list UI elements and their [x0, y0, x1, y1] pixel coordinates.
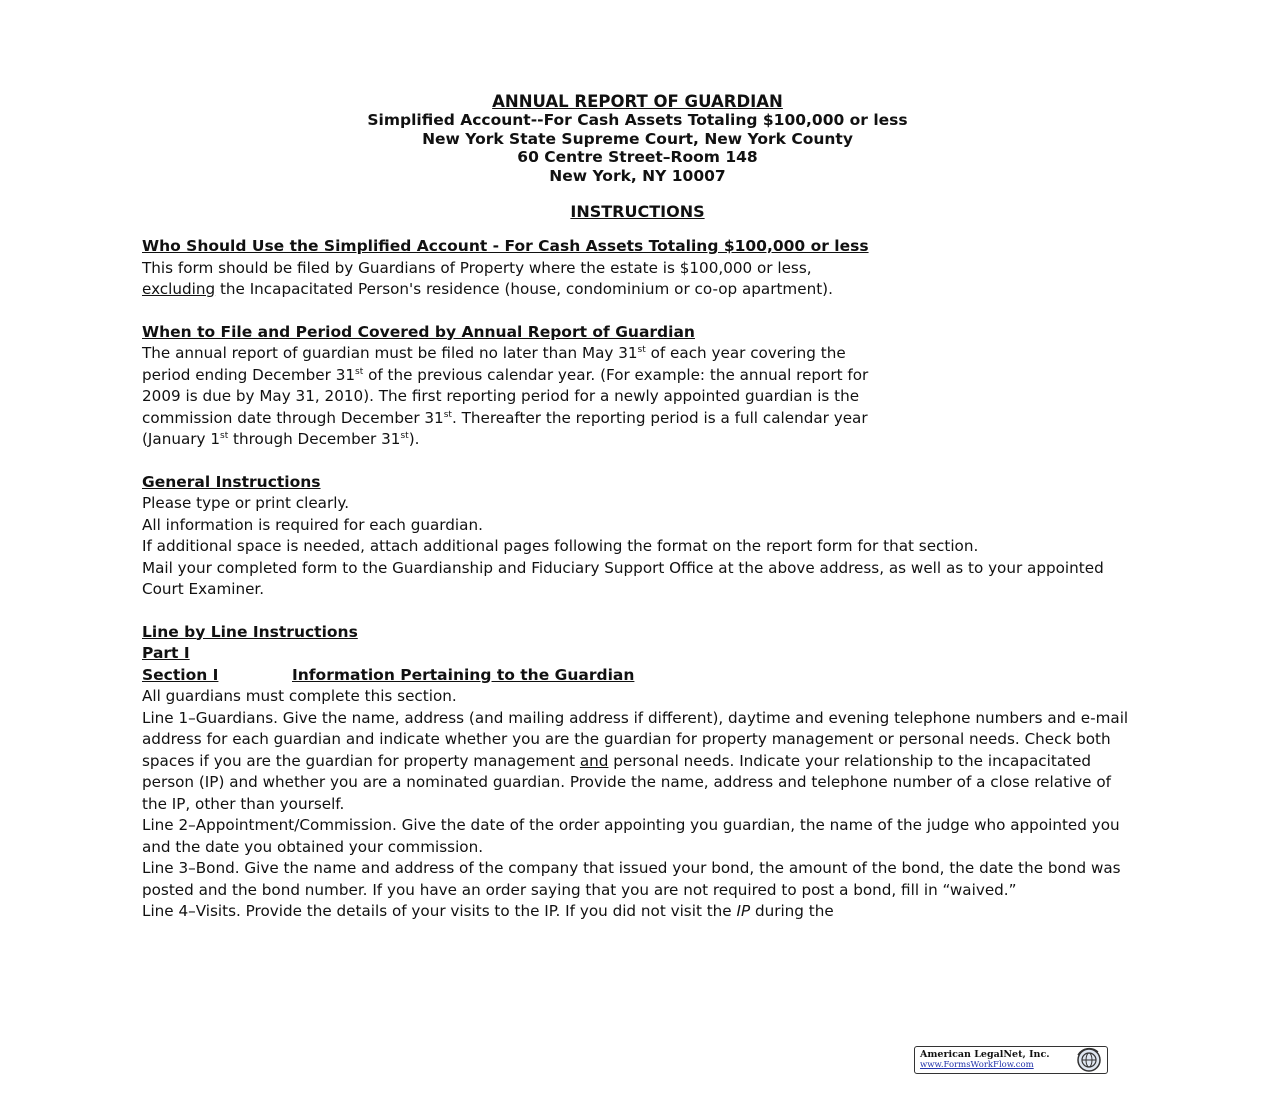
document-subtitle: Simplified Account--For Cash Assets Totaling $100,000 or less [367, 111, 908, 129]
section-label: Section I [142, 665, 219, 684]
when-line3: 2009 is due by May 31, 2010). The first reporting period for a newly appointed guardian is the [142, 387, 860, 405]
instructions-title: INSTRUCTIONS [570, 202, 705, 221]
document-header [0, 92, 1275, 185]
when-line2: period ending December 31st of the previous calendar year. (For example: the annual report for [142, 365, 869, 384]
line2-appointment: Line 2–Appointment/Commission. Give the date of the order appointing you guardian, the name of the judge who appointed you and the date you obtained your commission. [142, 816, 1120, 856]
general-line: All information is required for each guardian. [142, 515, 483, 534]
who-text-line2-rest: the Incapacitated Person's residence (house, condominium or co-op apartment). [215, 280, 833, 298]
globe-icon [1071, 1047, 1107, 1073]
instructions-body [142, 236, 1132, 923]
court-name: New York State Supreme Court, New York County [422, 129, 853, 148]
when-heading: When to File and Period Covered by Annual Report of Guardian [142, 322, 695, 341]
general-line: Mail your completed form to the Guardianship and Fiduciary Support Office at the above address, as well as to your appointed Court Examiner. [142, 558, 1104, 598]
all-guardians-note: All guardians must complete this section. [142, 687, 457, 705]
logo-company-name: American LegalNet, Inc. [920, 1049, 1050, 1060]
general-line: If additional space is needed, attach additional pages following the format on the report form for that section. [142, 537, 979, 555]
general-heading: General Instructions [142, 472, 321, 491]
section-title: Information Pertaining to the Guardian [292, 665, 635, 684]
logo-url: www.FormsWorkFlow.com [920, 1060, 1034, 1070]
line3-bond: Line 3–Bond. Give the name and address of the company that issued your bond, the amount of the bond, the date the bond was posted and the bond number. If you have an order saying that you are not required to post a bond, fill in “waived.” [142, 859, 1121, 899]
court-address-line1: 60 Centre Street–Room 148 [517, 148, 758, 166]
who-text-line1: This form should be filed by Guardians of Property where the estate is $100,000 or less, [142, 258, 812, 277]
part-label: Part I [142, 644, 190, 662]
when-line5: (January 1st through December 31st). [142, 430, 420, 448]
american-legalnet-logo [914, 1046, 1108, 1074]
when-line1: The annual report of guardian must be filed no later than May 31st of each year covering the [142, 344, 846, 362]
who-text-line2 [142, 279, 1132, 301]
line-by-line-heading: Line by Line Instructions [142, 622, 358, 641]
section-heading-row [142, 665, 1132, 687]
document-title: ANNUAL REPORT OF GUARDIAN [492, 92, 783, 111]
court-address-line2: New York, NY 10007 [549, 166, 726, 185]
excluding-word: excluding [142, 280, 216, 298]
line4-visits: Line 4–Visits. Provide the details of your visits to the IP. If you did not visit the IP during the [142, 902, 834, 920]
when-line4: commission date through December 31st. Thereafter the reporting period is a full calendar year [142, 408, 868, 427]
general-line: Please type or print clearly. [142, 494, 350, 512]
line1-guardians: Line 1–Guardians. Give the name, address (and mailing address if different), daytime and evening telephone numbers and e-mail address for each guardian and indicate whether you are the guardian for property management or personal needs. Check both spaces if you are the guardian for property management and personal needs. Indicate your relationship to the incapacitated person (IP) and whether you are a nominated guardian. Provide the name, address and telephone number of a close relative of the IP, other than yourself. [142, 708, 1129, 813]
and-word: and [579, 751, 609, 770]
who-heading: Who Should Use the Simplified Account - For Cash Assets Totaling $100,000 or less [142, 237, 869, 255]
